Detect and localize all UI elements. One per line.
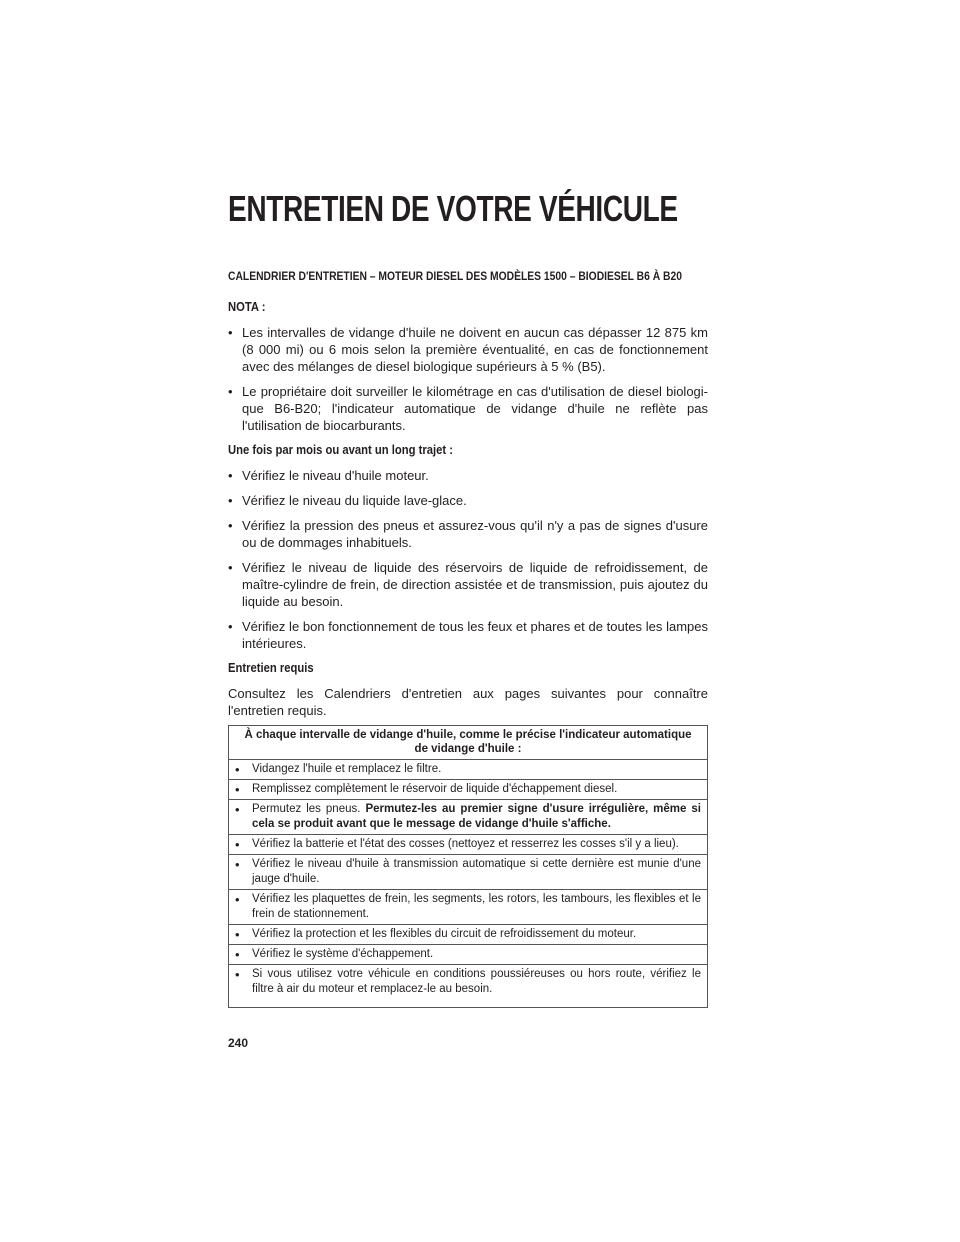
list-item: • Vérifiez le niveau d'huile moteur. xyxy=(228,468,429,483)
chapter-title: ENTRETIEN DE VOTRE VÉHICULE xyxy=(228,188,678,229)
table-header: À chaque intervalle de vidange d'huile, comme le précise l'indicateur automatique de vidange d'huile : xyxy=(229,726,708,760)
monthly-heading: Une fois par mois ou avant un long trajet : xyxy=(228,443,454,457)
page-number: 240 xyxy=(228,1036,249,1050)
bullet-icon: • xyxy=(235,892,240,907)
bullet-icon: • xyxy=(228,493,233,508)
nota-label: NOTA : xyxy=(228,300,266,314)
bullet-icon: • xyxy=(228,518,233,533)
table-row: • Vérifiez les plaquettes de frein, les segments, les rotors, les tambours, les flexibles et le frein de stationnement. xyxy=(229,890,708,925)
table-row: • Si vous utilisez votre véhicule en conditions poussiéreuses ou hors route, vérifiez le filtre à air du moteur et remplacez-le au besoin. xyxy=(229,965,708,1008)
monthly-list xyxy=(228,467,708,652)
bullet-icon: • xyxy=(235,927,240,942)
bullet-icon: • xyxy=(228,560,233,575)
list-item: • Les intervalles de vidange d'huile ne doivent en aucun cas dépasser 12 875 km (8 000 mi) ou 6 mois selon la première éventualité, en cas de fonctionnement avec des mélanges de diesel biologique supérieurs à 5 % (B5). xyxy=(228,325,708,374)
table-row: • Remplissez complètement le réservoir de liquide d'échappement diesel. xyxy=(229,780,708,800)
bullet-icon: • xyxy=(235,857,240,872)
bullet-icon: • xyxy=(235,837,240,852)
bullet-icon: • xyxy=(235,802,240,817)
table-row: • Vidangez l'huile et remplacez le filtre. xyxy=(229,760,708,780)
table-row: • Vérifiez la batterie et l'état des cosses (nettoyez et resserrez les cosses s'il y a lieu). xyxy=(229,835,708,855)
table-row: • Permutez les pneus. Permutez-les au premier signe d'usure irrégulière, même si cela se produit avant que le message de vidange d'huile s'affiche. xyxy=(229,800,708,835)
list-item: • Vérifiez la pression des pneus et assurez-vous qu'il n'y a pas de signes d'usure ou de dommages inhabituels. xyxy=(228,518,708,550)
bullet-icon: • xyxy=(235,967,240,982)
bullet-icon: • xyxy=(228,468,233,483)
bullet-icon: • xyxy=(228,325,233,340)
bullet-icon: • xyxy=(228,384,233,399)
list-item: • Vérifiez le niveau de liquide des réservoirs de liquide de refroidissement, de maître-cylindre de frein, de direction assistée et de transmission, puis ajoutez du liquide au besoin. xyxy=(228,560,708,609)
list-item: • Vérifiez le niveau du liquide lave-glace. xyxy=(228,493,467,508)
bullet-icon: • xyxy=(235,947,240,962)
required-text: Consultez les Calendriers d'entretien aux pages suivantes pour connaître l'entretien requis. xyxy=(228,686,708,718)
nota-list xyxy=(228,324,708,434)
maintenance-table xyxy=(228,725,708,1008)
bullet-icon: • xyxy=(228,619,233,634)
list-item: • Vérifiez le bon fonctionnement de tous les feux et phares et de toutes les lampes intérieures. xyxy=(228,619,708,651)
table-row: • Vérifiez la protection et les flexibles du circuit de refroidissement du moteur. xyxy=(229,925,708,945)
page-content xyxy=(228,268,708,1008)
bullet-icon: • xyxy=(235,782,240,797)
list-item: • Le propriétaire doit surveiller le kilométrage en cas d'utilisation de diesel biologi- que B6-B20; l'indicateur automatique de vidange d'huile ne reflète pas l'utilisation de biocarburants. xyxy=(228,384,708,433)
required-heading: Entretien requis xyxy=(228,661,314,675)
table-row: • Vérifiez le système d'échappement. xyxy=(229,945,708,965)
rotation-note: Permutez-les au premier signe d'usure irrégulière, même si cela se produit avant que le message de vidange d'huile s'affiche. xyxy=(252,803,701,830)
bullet-icon: • xyxy=(235,762,240,777)
table-row: • Vérifiez le niveau d'huile à transmission automatique si cette dernière est munie d'une jauge d'huile. xyxy=(229,855,708,890)
section-heading: CALENDRIER D'ENTRETIEN – MOTEUR DIESEL DES MODÈLES 1500 – BIODIESEL B6 À B20 xyxy=(228,269,682,283)
